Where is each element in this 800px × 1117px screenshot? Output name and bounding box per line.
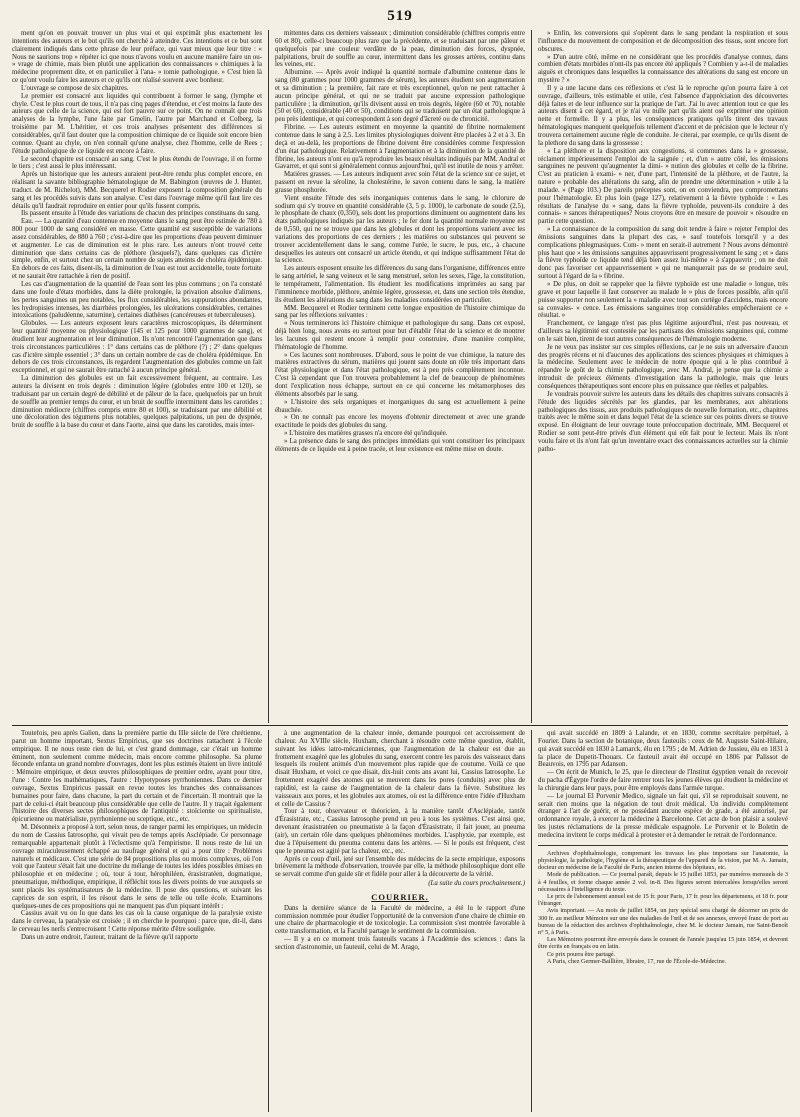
paragraph: Vient ensuite l'étude des sels inorganiques contenus dans le sang, le chlorure de sodium qui s'y trouve en quantité considérable (3, 5 p. 1000), le carbonate de soude (2,5), le phosphate de chaux (0,350), sels dont les proportions diminuent ou augmentent dans les états pathologiques indiqués par les auteurs ; le fer dont la quantité normale moyenne est de 0,550, qui ne se trouve que dans les globules et dont les proportions varient avec les variations des proportions de ces derniers ; les matières ou substances qui peuvent se trouver accidentellement dans le sang, comme l'urée, le sucre, le pus, etc., à chacune desquelles les auteurs ont consacré un article étendu, et qui indique suffisamment l'état de la science. <box>275 194 525 265</box>
column-divider <box>268 730 269 1112</box>
paragraph: M. Désonneix a proposé à tort, selon nous, de ranger parmi les empiriques, un médecin du nom de Cassius Iatrosophe, qui vivait peu de temps après Asclépiade. Ce personnage remarquable appartenait plutôt à l'éclectisme qu'à l'empirisme. Il nous reste de lui un ouvrage miraculeusement échappé au naufrage général et qui a pour titre : Problèmes naturels et médicaux. C'est une série de 84 propositions plus ou moins complexes, où l'on voit que l'auteur s'était fait une doctrine du mélange de toutes les idées possibles émises en philosophie et en médecine ; où, tour à tour, hérophiléen, érasistratéen, dogmatique, pneumatique, méthodique, empirique, il réfléchit tous les divers points de vue auxquels se sont placés les systématisateurs de la médecine. Il pose des questions, et suivant les caprices de son esprit, il les résout dans le sens de telle ou telle école. Examinons quelques-unes de ces propositions qui ne manquent pas d'un piquant intérêt : <box>12 824 262 910</box>
paragraph: Archives d'ophthalmologie, comprenant les travaux les plus importans sur l'anatomie, la physiologie, la pathologie, l'hygiène et la thérapeutique de l'appareil de la vision, par M. A. Jamain, docteur en médecine de la Faculté de Paris, ancien interne des hôpitaux, etc. <box>538 849 788 872</box>
paragraph: Eau. — La quantité d'eau contenue en moyenne dans le sang peut être estimée de 780 à 800 pour 1000 de sang considéré en masse. Cette quantité est susceptible de variations assez considérables, de 880 à 760 ; c'est-à-dire que les proportions d'eau peuvent diminuer et augmenter. Le cas de diminution est le plus rare. Les auteurs n'ont trouvé cette diminution que dans certains cas de pléthore (lesquels?), dans quelques cas d'ictère simple, enfin, et surtout chez un certain nombre de sujets atteints de choléra épidémique. En dehors de ces faits, disent-ils, la diminution de l'eau est tout accidentelle, toute fortuite et ne saurait être rattachée à rien de positif. <box>12 218 262 281</box>
horizontal-divider <box>12 725 788 726</box>
upper-column-3 <box>538 30 788 723</box>
paragraph: » Enfin, les conversions qui s'opèrent dans le sang pendant la respiration et sous l'influence du mouvement de composition et de décomposition des tissus, sont encore fort obscures. <box>538 30 788 53</box>
paragraph: Je ne veux pas insister sur ces simples réflexions, car je ne suis un adversaire d'aucun des progrès récens et ni d'aucunes des applications des sciences physiques et chimiques à la médecine. Seulement avec le médecin de notre époque qui a le plus contribué à répandre le goût de la chimie pathologique, avec M. Andral, je pense que la chimie a introduit de précieux éléments d'investigation dans la pathologie, mais que leurs conséquences thérapeutiques sont encore plus en puissance que réelles et palpables. <box>538 343 788 390</box>
paragraph: Le premier est consacré aux liquides qui contribuent à former le sang, (lymphe et chyle. C'est le plus court de tous, il n'a pas cinq pages d'étendue, et c'est moins la faute des auteurs que celle de la science, qui est fort pauvre sur ce point. On ne connaît que trois analyses de la lymphe, l'une faite par Gmelin, l'autre par Marchand et Colberg, la troisième par M. L'héritier, et ces trois analyses présentent des différences si considérables, qu'il faut douter que la composition chimique de ce liquide soit encore bien connue. Quant au chyle, on n'en connaît qu'une analyse, chez l'homme, celle de Rees ; l'étude pathologique de ce liquide est encore à faire. <box>12 92 262 155</box>
paragraph: mittentes dans ces derniers vaisseaux ; diminution considérable (chiffres compris entre 60 et 80), celle-ci beaucoup plus rare que la précédente, et se traduisant par une pâleur et quelquefois par une couleur verdâtre de la peau, diminution des forces, dyspnée, palpitations, bruit de souffle au cœur, intermittent dans les grosses artères, continu dans les veines, etc. <box>275 30 525 69</box>
paragraph: Il y a une lacune dans ces réflexions et c'est là le reproche qu'on pourra faire à cet ouvrage, d'ailleurs, très estimable et utile, c'est l'absence d'appréciation des découvertes déjà faites et de leur influence sur la pratique de l'art. J'ai lu avec attention tout ce que les auteurs disent à cet égard, et je n'ai vu nulle part qu'ils aient osé exprimer une opinion nette et formelle. Il y a plus, les conséquences pratiques qu'ils tirent des travaux hématologiques manquent quelquefois tellement d'accent et de précision que le lecteur n'y trouvera certainement aucune règle de conduite. Je citerai, par exemple, ce qu'ils disent de la plethore du sang dans la grossesse : <box>538 84 788 147</box>
paragraph: » La présence dans le sang des principes immédiats qui vont constituer les principaux éléments de ce liquide est à peine tracée, et leur existence est même mise en doute. <box>275 437 525 453</box>
paragraph: La diminution des globules est un fait excessivement fréquent, au contraire. Les auteurs la divisent en trois degrés : diminution légère (globules entre 100 et 120), se traduisant par un certain degré de débilité et de pâleur de la face, quelquefois par un bruit de souffle au premier temps du cœur, et un bruit de souffle intermittent dans les carotides ; diminution médiocre (chiffres compris entre 80 et 100), se traduisant par une débilité et une décoloration des tégumens plus notables, quelques palpitations, un peu de dyspnée, bruit de souffle à la base du cœur et dans l'aorte, ainsi que dans les carotides, mais inter- <box>12 375 262 430</box>
upper-column-2 <box>275 30 525 723</box>
column-divider <box>268 30 269 723</box>
paragraph: qui avait succédé en 1809 à Lalande, et en 1830, comme secrétaire perpétuel, à Fourier. Dans la section de botanique, deux fauteuils : ceux de M. Auguste Saint-Hilaire, qui avait succédé en 1830 à Lamarck, élu en 1795 ; de M. Adrien de Jussieu, élu en 1831 à la place de Dupetit-Thouars. Ce fauteuil avait été occupé en 1806 par Palissot de Beauvois, en 1795 par Adanson. <box>538 730 788 769</box>
paragraph: Après ce coup d'œil, jeté sur l'ensemble des médecins de la secte empirique, exposons brièvement la méthode d'observation, trouvée par elle, la méthode philosophique dont elle se servait comme d'un guide sûr et fidèle pour aller à la découverte de la vérité. <box>275 855 525 879</box>
paragraph: Ils passent ensuite à l'étude des variations de chacun des principes constituans du sang. <box>21 210 261 218</box>
lower-column-3 <box>538 730 788 1112</box>
advertisement-notice <box>538 850 788 965</box>
column-divider <box>531 30 532 723</box>
paragraph: Albumine. — Après avoir indiqué la quantité normale d'albumine contenue dans le sang (80 grammes pour 1000 grammes de sérum), les auteurs étudient son augmentation et sa diminution ; la première, fait rare et très exceptionnel, qu'on ne peut rattacher à aucun principe général, et qui ne se traduit par aucune expression pathologique particulière ; la diminution, qu'ils divisent aussi en trois degrés, légère (60 et 70), notable (50 et 60), considérable (40 et 50), conditions qui se traduisent par un état pathologique à peu près identique, et qui correspondent à son degré d'âcreté ou de chronicité. <box>275 69 525 124</box>
paragraph: ment qu'on en pouvait trouver un plus vrai et qui exprimât plus exactement les intentions des auteurs et le but qu'ils ont cherché à atteindre. Ces intentions et ce but sont clairement indiqués dans cette phrase de leur préface, qui vaut mieux que leur titre : « Nous ne saurions trop » répéter ici que nous n'avons voulu en aucune manière faire un ou- » vrage de chimie, mais bien plutôt une application des connaissances » chimiques à la médecine proprement dite, et en particulier à l'ana- » tomie pathologique. » C'est bien là ce qu'ont voulu faire les auteurs et ce qu'ils ont réalisé souvent avec bonheur. <box>12 30 262 85</box>
paragraph: « Nous terminerons ici l'histoire chimique et pathologique du sang. Dans cet exposé, déjà bien long, nous avons eu surtout pour but d'établir l'état de la science et de montrer les lacunes qui restent encore à remplir pour construire, d'une manière complète, l'hématologie de l'homme. <box>275 320 525 351</box>
paragraph: » De plus, on doit se rappeler que la fièvre typhoïde est une maladie » longue, très grave et pour laquelle il faut conserver au malade le » plus de forces possible, afin qu'il puisse supporter non seulement la » maladie avec tout son cortège d'accidens, mais encore sa convales- » cence. Les émissions sanguines trop considérables empêcheraient ce » résultat. » <box>538 281 788 320</box>
paragraph: A Paris, chez Germer-Baillière, libraire, 17, rue de l'École-de-Médecine. <box>547 957 727 965</box>
lower-column-1 <box>12 730 262 1112</box>
paragraph: Toutefois, peu après Galien, dans la première partie du IIIe siècle de l'ère chrétienne, parut un homme important, Sextus Empiricus, que ses doctrines rattachent à l'école empirique. Il ne nous reste rien de lui, et c'est grand dommage, car c'était un homme éminent, non seulement comme médecin, mais encore comme philosophe. Sa plume féconde enfanta un grand nombre d'ouvrages, dont les plus estimés étaient un livre intitulé : Mémoire empirique, et deux œuvres philosophiques de premier ordre, ayant pour titre, l'une : Contre les mathématiques, l'autre : Hypotyposes pyrrhoniennes. Dans ce dernier ouvrage, Sextus Empiricus passait en revue toutes les branches des connaissances humaines pour faire, dans chacune, la part du certain et de l'incertain. Il montrait que la part de celui-ci était beaucoup plus considérable que celle de l'autre. Il y traçait également l'histoire des diverses sectes philosophiques de l'antiquité : stoïcienne ou spiritualiste, épicurienne ou matérialiste, pyrrhonienne ou sceptique, etc., etc. <box>12 730 262 824</box>
paragraph: Avis important. — Au mois de juillet 1854, un jury spécial sera chargé de décerner un prix de 300 fr. au meilleur Mémoire sur une des maladies de l'œil et de ses annexes, envoyé franc de port au bureau de la rédaction des archives d'ophthalmologie, chez M. le docteur Jamain, rue Saint-Benoît n° 5, à Paris. <box>538 907 788 937</box>
paragraph: — On écrit de Munich, le 25, que le directeur de l'Institut égyptien venait de recevoir du pacha d'Égypte l'ordre de faire rentrer tous les jeunes élèves qui étudient la médecine et la chirurgie dans leur pays, pour être employés dans l'armée turque. <box>538 769 788 792</box>
paragraph: Après un historique que les auteurs auraient peut-être rendu plus complet encore, en réalisant la savante bibliographie hématologique de M. Babington (œuvres de J. Hunter, traduct. de M. Richelot), MM. Becquerel et Rodier exposent la composition générale du sang et les procédés suivis dans son analyse. C'est dans l'ouvrage même qu'il faut lire ces détails qu'il faudrait reproduire en entier pour qu'ils fussent compris. <box>12 171 262 210</box>
paragraph: » D'un autre côté, même en ne considérant que les procédés d'analyse connus, dans combien d'états morbides n'ont-ils pas encore été appliqués ? Combien y a-t-il de maladies aiguës et chroniques dans lesquelles la connaissance des altérations du sang est encore un mystère ? » <box>538 53 788 85</box>
paragraph: Dans la dernière séance de la Faculté de médecine, a été lu le rapport d'une commission nommée pour étudier l'opportunité de la conversion d'une chaire de chimie en une chaire de pharmacologie et de toxicologie. La commission s'est montrée favorable à cette transformation, et la Faculté partage le sentiment de la commission. <box>275 904 525 936</box>
paragraph: » On ne connaît pas encore les moyens d'obtenir directement et avec une grande exactitude le poids des globules du sang. <box>275 414 525 430</box>
paragraph: Globules. — Les auteurs exposent leurs caractères microscopiques, ils déterminent leur quantité moyenne ou physiologique (145 et 125 pour 1000 grammes de sang), et étudient leur augmentation et leur diminution. Ils n'ont rencontré l'augmentation que dans trois circonstances particulières : 1° dans certains cas de pléthore (?) ; 2° dans quelques cas d'ictère simple essentiel ; 3° dans un certain nombre de cas de choléra épidémique. En dehors de ces trois circonstances, ils regardent l'augmentation des globules comme un fait exceptionnel, et qui ne saurait être rattaché à aucun principe général. <box>12 320 262 375</box>
paragraph: L'ouvrage se compose de six chapitres. <box>21 84 129 92</box>
paragraph: Les auteurs exposent ensuite les différences du sang dans l'organisme, différences entre le sang artériel, le sang veineux et le sang menstruel, selon les sexes, l'âge, la constitution, le tempérament, l'alimentation. Ils étudient les modifications imprimées au sang par l'imminence morbide, pléthore, anémie légère, grossesse, et, dans une section très étendue, ils étudient les altérations du sang dans les maladies considérées en particulier. <box>275 265 525 304</box>
paragraph: Je voudrais pouvoir suivre les auteurs dans les détails des chapitres suivans consacrés à l'étude des liquides sécrétés par les glandes, par les membranes, aux altérations pathologiques des tissus, aux produits pathologiques de nouvelle formation, etc., chapitres traités avec le même soin et dans lequel l'état de la science sur ces points divers se trouve exposé. En éloignant de leur ouvrage toute préoccupation doctrinale, MM. Becquerel et Rodier se sont peut-être privés d'un élément qui eût fait pour le lecteur. Mais ils n'ont voulu faire et ils n'ont fait qu'un inventaire exact des connaissances actuelles sur la chimie patho- <box>538 390 788 453</box>
courrier-heading: COURRIER. <box>371 891 429 902</box>
paragraph: » La connaissance de la composition du sang doit tendre à faire » rejeter l'emploi des émissions sanguines dans la plupart des cas, » sauf toutefois lorsqu'il y a des complications phlegmasiques. Com- » ment en serait-il autrement ? Nous avons démontré plus haut que » les émissions sanguines appauvrissent progressivement le sang ; et » dans la fièvre typhoïde ce liquide tend déjà bien assez lui-même » à s'appauvrir ; on ne doit donc pas favoriser cet appauvrissement » qui ne manquerait pas de se produire seul, surtout à l'égard de la » fibrine. <box>538 226 788 281</box>
paragraph: Ce prix pourra être partagé. <box>547 950 616 958</box>
lower-column-2 <box>275 730 525 1112</box>
paragraph: Dans un autre endroit, l'auteur, traitant de la fièvre qu'il rapporte <box>21 933 199 941</box>
paragraph: Le second chapitre est consacré au sang. C'est le plus étendu de l'ouvrage, il en forme le tiers ; c'est aussi le plus intéressant. <box>12 155 262 171</box>
page-number: 519 <box>387 8 413 24</box>
upper-article-band <box>0 30 800 723</box>
paragraph: Franchement, ce langage n'est pas plus légitime aujourd'hui, n'est pas nouveau, et d'ailleurs sa légitimité est contestée par les partisans des émissions sanguines qui, comme on le sait bien, tirent de tout autres conséquences de l'hématologie moderne. <box>538 320 788 343</box>
paragraph: Les Mémoires pourront être envoyés dans le courant de l'année jusqu'au 15 juin 1854, et devront être écrits en français ou en latin. <box>538 936 788 951</box>
paragraph: « La pléthore et la disposition aux congestions, si communes dans la » grossesse, réclament impérieusement l'emploi de la saignée ; et, d'un » autre côté, les émissions sanguines ne peuvent qu'augmenter la dimi- » nution des globules et celle de la fibrine. C'est au praticien à exami- » ner, d'une part, l'intensité de la pléthore, et de l'autre, la nature » probable des altérations du sang, afin de prendre une détermination » utile à la malade. » (Page 103.) De pareils préceptes sont, on en conviendra, peu compromettans pour l'hématologie. Et plus loin (page 127), relativement à la fièvre typhoïde : « Les résultats de l'analyse du » sang, dans la fièvre typhoïde, peuvent-ils conduire à des connais- » sances thérapeutiques? Nous croyons être en mesure de pouvoir » résoudre en partie cette question. <box>538 147 788 226</box>
notice-divider <box>538 845 788 846</box>
paragraph: à une augmentation de la chaleur innée, demande pourquoi cet accroissement de chaleur. Au XVIIIe siècle, Huxham, cherchant à résoudre cette même question, établit, suivant les idées iatro-mécaniciennes, que l'augmentation de la chaleur est due au frottement exagéré que les globules du sang, exercent contre les parois des vaisseaux dans lesquels ils roulent animés d'un mouvement plus rapide que de coutume. Voilà ce que disait Huxham, et voici ce que disait, dix-huit cents ans avant lui, Cassius Iatrosophe. Le frottement exagéré des atomes qui se meuvent dans les pores (conduits) avec plus de rapidité, est la cause de l'augmentation de la chaleur dans la fièvre. Substituez les vaisseaux aux pores, et les globules aux atomes, où est la différence entre l'idée d'Huxham et celle de Cassius ? <box>275 730 525 808</box>
paragraph: Tour à tour, observateur et théoricien, à la manière tantôt d'Asclépiade, tantôt d'Érasistrate, etc., Cassius Iatrosophe prend un peu à tous les systèmes. C'est ainsi que, devenant érasistratéen ou pneumatiste à la façon d'Érasistrate, il fait jouer, au pneuma (air), un certain rôle dans quelques phénomènes morbides. L'asphyxie, par exemple, est due à l'épuisement du pneuma contenu dans les artères. — Si le pouls est fréquent, c'est que le pneuma est agité par la chaleur, etc., etc. <box>275 808 525 855</box>
paragraph: — Le journal El Porvenir Medico, signale un fait qui, s'il se reproduisait souvent, ne serait rien moins que la négation de tout droit médical. Un individu complètement étranger à l'art de guérir, et ne possédant aucune espèce de grade, a été autorisé, par ordonnance royale, à exercer la médecine à Barcelonne. Cet acte de bon plaisir a soulevé les justes réclamations de la presse médicale espagnole. Le Porvenir et le Boletin de medecina invitent le corps médical à protester et à demander le retrait de l'ordonnance. <box>538 792 788 839</box>
paragraph: Fibrine. — Les auteurs estiment en moyenne la quantité de fibrine normalement contenue dans le sang à 2,5. Les limites physiologiques doivent être placées à 2 et à 3. En deçà et au-delà, les proportions de fibrine doivent être considérées comme l'expression d'un état pathologique. Relativement à l'augmentation et à la diminution de la quantité de fibrine, les auteurs n'ont eu qu'à reproduire les beaux résultats indiqués par MM. Andral et Gavarret, et qui sont si généralement connus aujourd'hui, qu'il est inutile de nous y arrêter. <box>275 124 525 171</box>
paragraph: Les cas d'augmentation de la quantité de l'eau sont les plus communs ; on l'a constaté dans une foule d'états morbides, dans la diète prolongée, la privation absolue d'alimens, les pertes sanguines un peu notables, les flux considérables, les suppurations abondantes, les hydropisies intenses, les diarrhées prolongées, les ulcérations considérables, certaines intoxications (paludéenne, saturnine), certaines diathèses (cancéreuses et tuberculeuses). <box>12 281 262 320</box>
paragraph: » Ces lacunes sont nombreuses. D'abord, sous le point de vue chimique, la nature des matières extractives du sérum, matières qui jouent sans doute un rôle très important dans l'état physiologique et dans l'état pathologique, est à peu près complètement inconnue. C'est là cependant que l'on trouvera probablement la clef de beaucoup de phénomènes dont l'explication nous échappe, surtout en ce qui concerne les métamorphoses des éléments absorbés par le sang. <box>275 351 525 398</box>
paragraph: — Il y a en ce moment trois fauteuils vacans à l'Académie des sciences : dans la section d'astronomie, un fauteuil, celui de M. Arago, <box>275 936 525 951</box>
paragraph: Matières grasses. — Les auteurs indiquent avec soin l'état de la science sur ce sujet, et passent en revue la séroline, la cholestérine, le savon contenu dans le sang, la matière grasse phosphorée. <box>275 171 525 194</box>
continuation-note: (La suite du cours prochainement.) <box>428 880 525 888</box>
paragraph: Cassius avait vu ou lu que dans les cas où la cause organique de la paralysie existe dans le cerveau, la paralysie est croisée ; il en cherche le pourquoi : parce que, dit-il, dans le cerveau les nerfs s'entrecroisent ! Cette réponse mérite d'être soulignée. <box>12 910 262 934</box>
paragraph: MM. Becquerel et Rodier terminent cette longue exposition de l'histoire chimique du sang par les réflexions suivantes : <box>275 304 525 320</box>
paragraph: Le prix de l'abonnement annuel est de 15 fr. pour Paris, 17 fr. pour les départemens, et 18 fr. pour l'étranger. <box>538 893 788 908</box>
column-divider <box>531 730 532 1112</box>
paragraph: » L'histoire des matières grasses n'a encore été qu'indiquée. <box>284 430 448 438</box>
lower-article-band <box>0 730 800 1112</box>
paragraph: Mode de publication. — Ce journal paraît, depuis le 15 juillet 1853, par numéros mensuels de 3 à 4 feuilles, et forme chaque année 2 vol. in-8. Des figures seront intercalées lorsqu'elles seront nécessaires à l'intelligence du texte. <box>538 871 788 893</box>
upper-column-1 <box>12 30 262 723</box>
paragraph: » L'histoire des sels organiques et inorganiques du sang est actuellement à peine ébauchée. <box>275 398 525 414</box>
